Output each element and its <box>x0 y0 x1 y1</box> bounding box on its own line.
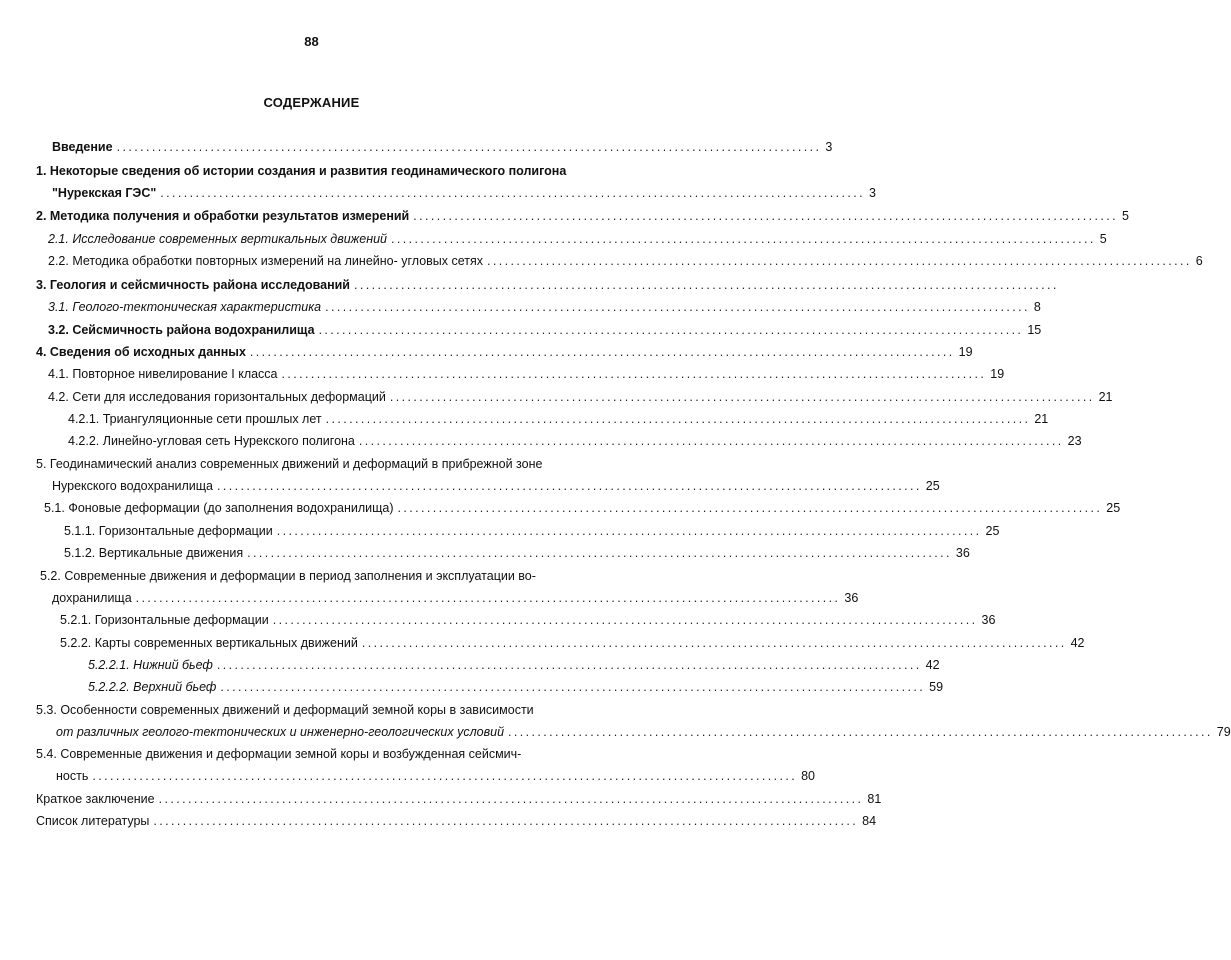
toc-entry <box>48 389 1113 405</box>
toc-leader: ........................................................................................................................ <box>158 792 864 806</box>
toc-entry <box>68 433 1082 449</box>
toc-entry <box>36 702 587 718</box>
toc-entry-label: 2. Методика получения и обработки результатов измерений <box>36 209 410 223</box>
toc-entry <box>48 231 1107 247</box>
toc-leader: ........................................................................................................................ <box>361 636 1067 650</box>
toc-entry-label: Введение <box>52 140 113 154</box>
toc-leader: ........................................................................................................................ <box>389 390 1095 404</box>
toc-entry <box>44 500 1121 516</box>
toc-entry-label: Краткое заключение <box>36 792 155 806</box>
toc-entry-page: 42 <box>925 658 940 672</box>
toc-entry <box>68 411 1049 427</box>
toc-leader: ........................................................................................................................ <box>249 345 955 359</box>
toc-entry-label: 5.4. Современные движения и деформации земной коры и возбужденная сейсмич- <box>36 747 522 761</box>
toc-entry <box>36 813 877 829</box>
toc-entry <box>36 344 973 360</box>
toc-entry <box>52 478 940 494</box>
toc-entry <box>52 185 876 201</box>
toc-entry-label: 5.1. Фоновые деформации (до заполнения водохранилища) <box>44 501 394 515</box>
page-title: СОДЕРЖАНИЕ <box>263 95 360 110</box>
toc-entry-label: 5.2.2.1. Нижний бьеф <box>88 658 213 672</box>
toc-entry-label: 1. Некоторые сведения об истории создания и развития геодинамического полигона <box>36 164 567 178</box>
toc-entry-page: 36 <box>955 546 970 560</box>
toc-entry-label: 4.1. Повторное нивелирование I класса <box>48 367 278 381</box>
toc-entry-label: 5.2.1. Горизонтальные деформации <box>60 613 269 627</box>
toc-leader: ........................................................................................................................ <box>354 278 1059 292</box>
toc-entry <box>48 322 1042 338</box>
toc-entry-label: 2.1. Исследование современных вертикальных движений <box>48 232 388 246</box>
toc-leader: ........................................................................................................................ <box>318 323 1024 337</box>
toc-leader: ........................................................................................................................ <box>116 140 822 154</box>
toc-entry-label: ность <box>56 769 89 783</box>
toc-entry-label: 5. Геодинамический анализ современных движений и деформаций в прибрежной зоне <box>36 457 543 471</box>
toc-entry-page: 36 <box>844 591 859 605</box>
toc-entry <box>88 679 944 695</box>
toc-leader: ........................................................................................................................ <box>160 186 866 200</box>
toc-entry-page: 3 <box>825 140 833 154</box>
toc-entry-label: 5.2.2.2. Верхний бьеф <box>88 680 217 694</box>
toc-entry <box>56 768 815 784</box>
toc-leader: ........................................................................................................................ <box>220 680 926 694</box>
toc-leader: ........................................................................................................................ <box>276 524 982 538</box>
toc-leader: ........................................................................................................................ <box>217 479 922 493</box>
toc-entry-page: 3 <box>869 186 876 200</box>
toc-leader: ........................................................................................................................ <box>391 232 1096 246</box>
toc-entry <box>60 635 1085 651</box>
toc-entry-label: 3.2. Сейсмичность района водохранилища <box>48 323 315 337</box>
toc-entry-page: 21 <box>1034 412 1049 426</box>
toc-entry-label: от различных геолого-тектонических и инженерно-геологических условий <box>56 725 505 739</box>
toc-leader: ........................................................................................................................ <box>325 412 1031 426</box>
toc-entry <box>48 366 1005 382</box>
toc-leader: ........................................................................................................................ <box>358 434 1064 448</box>
toc-entry <box>40 568 587 584</box>
toc-entry <box>36 791 882 807</box>
page-number: 88 <box>304 34 319 49</box>
toc-entry-page: 5 <box>1122 209 1129 223</box>
toc-entry-label: 5.3. Особенности современных движений и деформаций земной коры в зависимости <box>36 703 534 717</box>
toc-entry <box>64 545 970 561</box>
toc-entry-label: 4. Сведения об исходных данных <box>36 345 246 359</box>
toc-entry <box>64 523 1000 539</box>
toc-entry-label: Список литературы <box>36 814 150 828</box>
toc-entry-label: 2.2. Методика обработки повторных измерений на линейно- угловых сетях <box>48 254 484 268</box>
toc-entry <box>36 208 1129 224</box>
toc-entry-page: 81 <box>867 792 882 806</box>
toc-leader: ........................................................................................................................ <box>487 254 1192 268</box>
toc-entry <box>36 163 587 179</box>
toc-entry-label: Нурекского водохранилища <box>52 479 214 493</box>
toc-leader: ........................................................................................................................ <box>397 501 1103 515</box>
toc-entry-page: 80 <box>801 769 815 783</box>
toc-entry-page: 42 <box>1070 636 1085 650</box>
toc-entry <box>36 456 587 472</box>
toc-entry-label: 5.2.2. Карты современных вертикальных движений <box>60 636 358 650</box>
toc-entry <box>52 139 833 155</box>
toc-entry-page: 6 <box>1195 254 1203 268</box>
toc-entry <box>48 253 1203 269</box>
toc-entry-label: 5.2. Современные движения и деформации в период заполнения и эксплуатации во- <box>40 569 536 583</box>
toc-entry-page: 36 <box>981 613 996 627</box>
toc-entry-page: 25 <box>1106 501 1121 515</box>
toc-leader: ........................................................................................................................ <box>325 300 1030 314</box>
toc-entry-page: 21 <box>1098 390 1113 404</box>
toc-entry <box>36 277 1059 293</box>
toc-leader: ........................................................................................................................ <box>281 367 987 381</box>
toc-leader: ........................................................................................................................ <box>508 725 1213 739</box>
toc-entry-page: 19 <box>958 345 973 359</box>
toc-entry-page: 19 <box>990 367 1005 381</box>
toc-leader: ........................................................................................................................ <box>247 546 952 560</box>
toc-entry <box>48 299 1041 315</box>
toc-entry-page: 84 <box>862 814 877 828</box>
toc-entry-label: 4.2.1. Триангуляционные сети прошлых лет <box>68 412 322 426</box>
toc-entry-page: 8 <box>1033 300 1041 314</box>
toc-leader: ........................................................................................................................ <box>153 814 859 828</box>
toc-entry-page: 79 <box>1216 725 1231 739</box>
toc-entry-label: 3.1. Геолого-тектоническая характеристика <box>48 300 322 314</box>
toc-entry-page: 23 <box>1067 434 1082 448</box>
toc-entry <box>60 612 996 628</box>
toc-leader: ........................................................................................................................ <box>135 591 841 605</box>
toc-entry-label: 3. Геология и сейсмичность района исследований <box>36 278 350 292</box>
toc-entry <box>88 657 940 673</box>
toc-entry-label: 5.1.2. Вертикальные движения <box>64 546 244 560</box>
toc-entry-page: 5 <box>1099 232 1107 246</box>
toc-entry-label: "Нурекская ГЭС" <box>52 186 157 200</box>
toc-entry-page: 59 <box>929 680 944 694</box>
toc-entry-page: 25 <box>985 524 1000 538</box>
toc-leader: ........................................................................................................................ <box>92 769 798 783</box>
toc-entry-page: 15 <box>1027 323 1042 337</box>
toc-leader: ........................................................................................................................ <box>413 209 1118 223</box>
toc-entry-label: 4.2.2. Линейно-угловая сеть Нурекского полигона <box>68 434 355 448</box>
toc-entry-label: дохранилища <box>52 591 132 605</box>
toc-entry-label: 4.2. Сети для исследования горизонтальных деформаций <box>48 390 386 404</box>
toc-entry-page: 25 <box>925 479 940 493</box>
toc-entry <box>52 590 859 606</box>
toc-leader: ........................................................................................................................ <box>272 613 978 627</box>
toc-entry <box>36 746 587 762</box>
toc-entry-label: 5.1.1. Горизонтальные деформации <box>64 524 273 538</box>
toc-entry <box>56 724 1231 740</box>
toc-leader: ........................................................................................................................ <box>216 658 922 672</box>
